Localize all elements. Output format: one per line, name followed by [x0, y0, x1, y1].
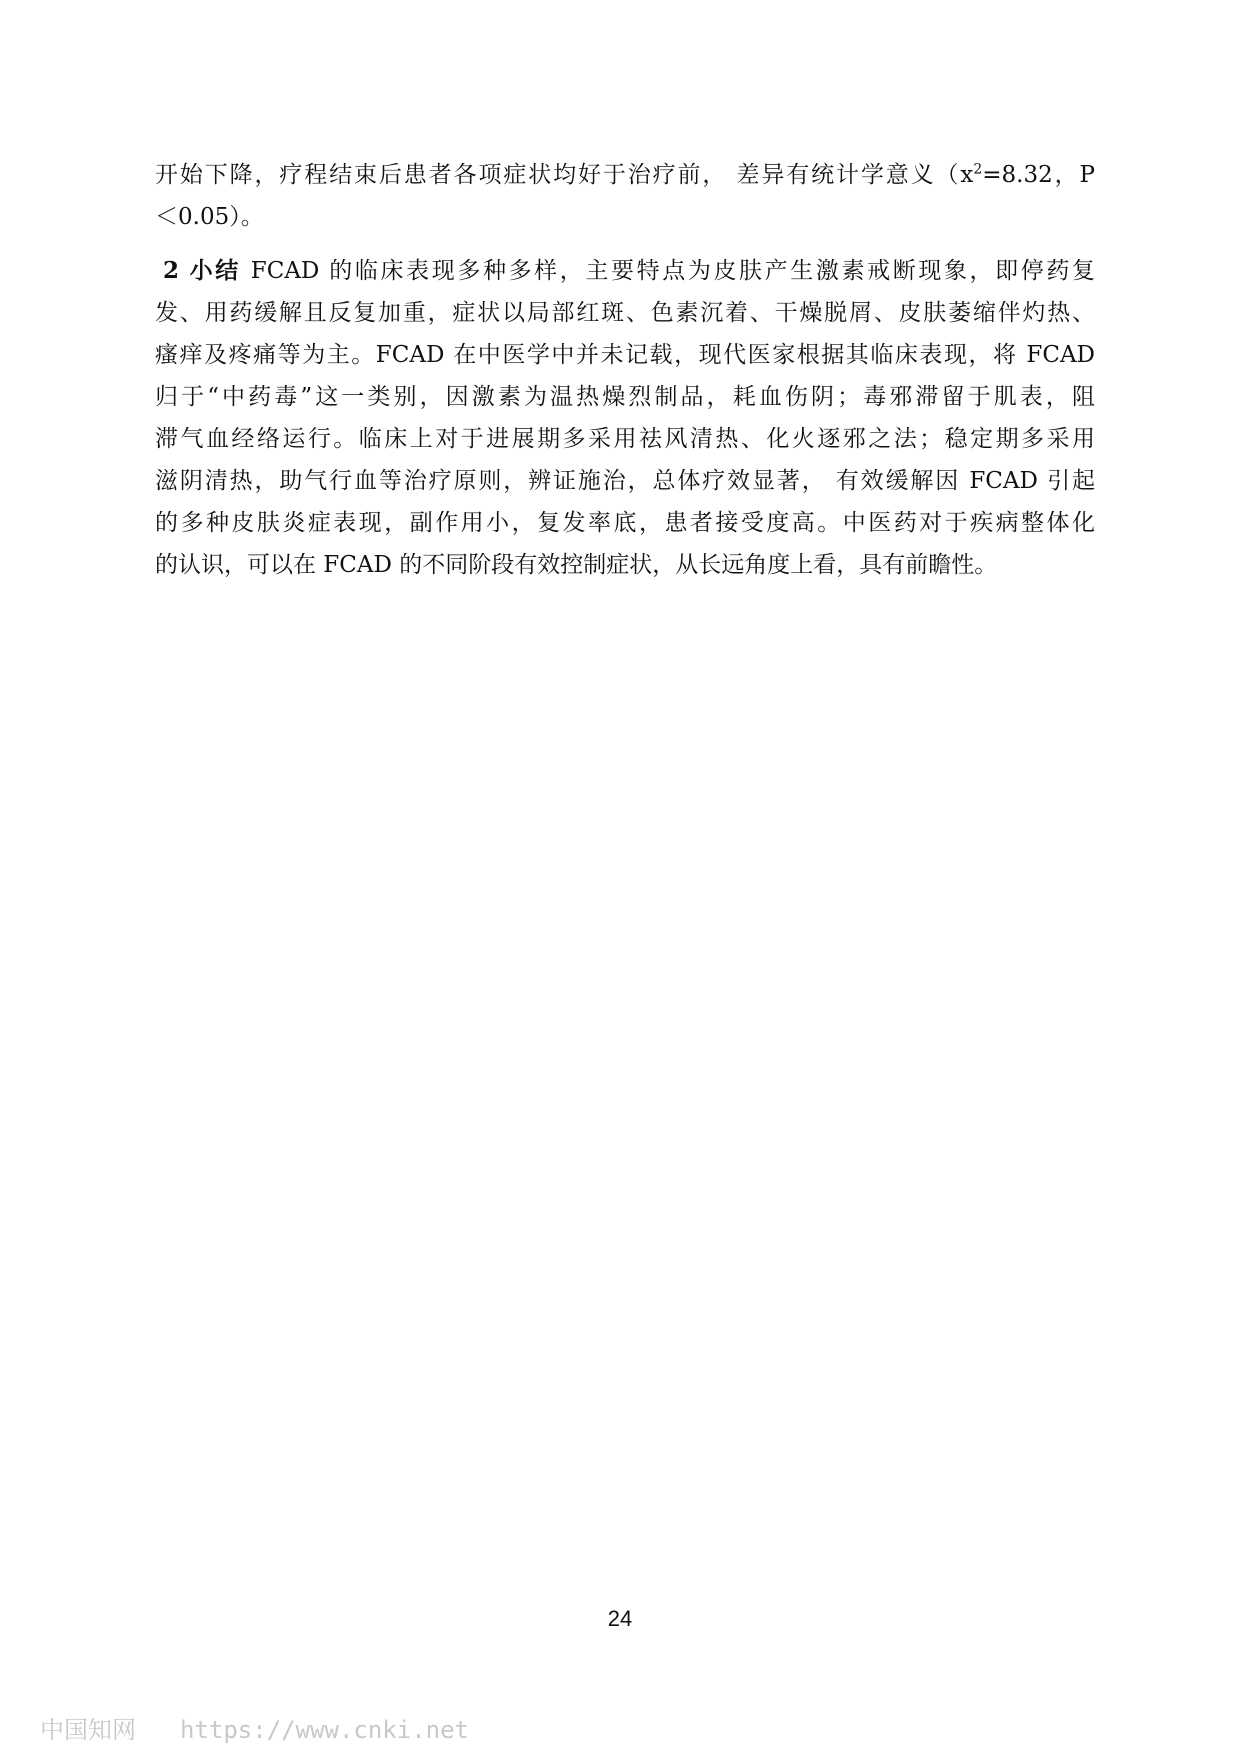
paragraph-results-continuation	[155, 154, 1095, 238]
superscript: 2	[973, 161, 983, 178]
section-heading: 2 小结	[163, 257, 241, 284]
text-line: 发、用药缓解且反复加重，症状以局部红斑、色素沉着、干燥脱屑、皮肤萎缩伴灼热、	[155, 300, 1095, 326]
cnki-watermark	[40, 1710, 469, 1745]
text-line: 的认识，可以在 FCAD 的不同阶段有效控制症状，从长远角度上看，具有前瞻性。	[155, 552, 998, 578]
text-segment: =8.32，P	[982, 162, 1095, 188]
text-line: 归于“中药毒”这一类别，因激素为温热燥烈制品，耗血伤阴；毒邪滞留于肌表，阻	[155, 384, 1095, 410]
text-line: 的多种皮肤炎症表现，副作用小，复发率底，患者接受度高。中医药对于疾病整体化	[155, 510, 1095, 536]
page-number: 24	[607, 1606, 633, 1631]
text-line: 滋阴清热，助气行血等治疗原则，辨证施治，总体疗效显著， 有效缓解因 FCAD 引起	[155, 468, 1095, 494]
text-line: 瘙痒及疼痛等为主。FCAD 在中医学中并未记载，现代医家根据其临床表现，将 FCAD	[155, 342, 1095, 368]
text-line	[155, 250, 1095, 292]
watermark-name: 中国知网	[40, 1716, 136, 1744]
text-line: ＜0.05）。	[155, 204, 264, 230]
paragraph-summary	[155, 250, 1095, 586]
text-segment: FCAD 的临床表现多种多样，主要特点为皮肤产生激素戒断现象，即停药复	[240, 258, 1095, 284]
watermark-url: https://www.cnki.net	[180, 1716, 469, 1744]
text-line: 滞气血经络运行。临床上对于进展期多采用祛风清热、化火逐邪之法；稳定期多采用	[155, 426, 1095, 452]
text-line	[155, 154, 1095, 196]
text-segment: 开始下降，疗程结束后患者各项症状均好于治疗前， 差异有统计学意义（x	[155, 162, 974, 188]
